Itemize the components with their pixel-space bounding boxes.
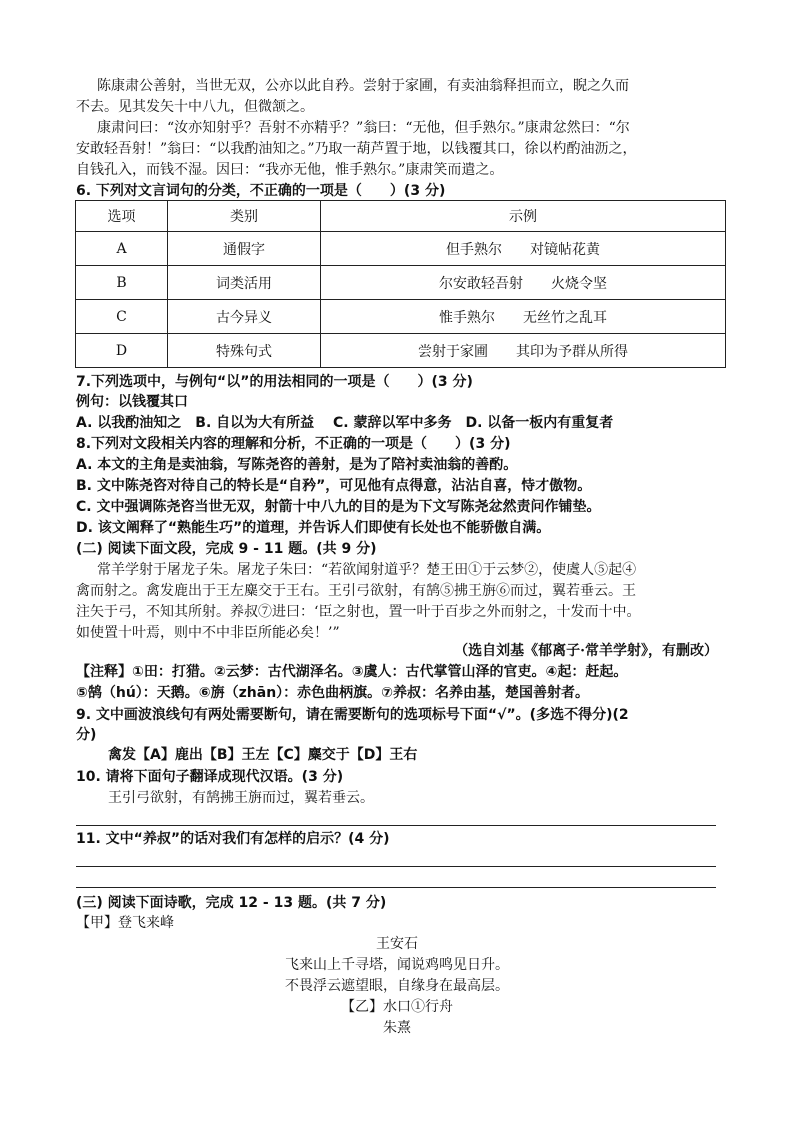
poem1-author: 王安石 <box>376 936 418 952</box>
question-6-stem: 6. 下列对文言词句的分类，不正确的一项是（ ）(3 分) <box>76 183 446 199</box>
passage1-line: 陈康肃公善射，当世无双，公亦以此自矜。尝射于家圃，有卖油翁释担而立，睨之久而 <box>97 78 629 94</box>
passage2-line: 常羊学射于屠龙子朱。屠龙子朱曰：“若欲闻射道乎？楚王田①于云梦②，使虞人⑤起④ <box>97 562 637 578</box>
table-cell: 词类活用 <box>168 266 321 300</box>
question-6-table <box>75 200 726 368</box>
passage2-source: （选自刘基《郁离子·常羊学射》，有删改） <box>454 643 718 659</box>
question-8-option-d: D. 该文阐释了“熟能生巧”的道理，并告诉人们即使有长处也不能骄傲自满。 <box>76 520 551 536</box>
table-cell: B <box>76 266 168 300</box>
table-cell: 通假字 <box>168 232 321 266</box>
passage2-line: 注矢于弓，不知其所射。养叔⑦进曰：‘臣之射也，置一叶于百步之外而射之，十发而十中。 <box>76 604 641 620</box>
table-header: 示例 <box>321 201 726 232</box>
table-cell: C <box>76 300 168 334</box>
answer-line <box>76 887 716 888</box>
table-cell: 惟手熟尔 无丝竹之乱耳 <box>321 300 726 334</box>
table-cell: 但手熟尔 对镜帖花黄 <box>321 232 726 266</box>
passage1-line: 自钱孔入，而钱不湿。因曰：“我亦无他，惟手熟尔。”康肃笑而遣之。 <box>76 162 504 178</box>
section-2-heading: (二) 阅读下面文段，完成 9 - 11 题。(共 9 分) <box>76 541 377 557</box>
table-header-row <box>76 201 726 232</box>
table-cell: A <box>76 232 168 266</box>
passage1-line: 安敢轻吾射！”翁曰：“以我酌油知之。”乃取一葫芦置于地，以钱覆其口，徐以杓酌油沥之， <box>76 141 637 157</box>
question-10-stem: 10. 请将下面句子翻译成现代汉语。(3 分) <box>76 769 344 785</box>
question-9-stem: 9. 文中画波浪线句有两处需要断句，请在需要断句的选项标号下面“√”。(多选不得分)(2 <box>76 707 629 723</box>
table-cell: D <box>76 334 168 368</box>
question-9-stem: 分) <box>76 727 97 743</box>
answer-line <box>76 866 716 867</box>
table-row <box>76 232 726 266</box>
poem1-line: 不畏浮云遮望眼，自缘身在最高层。 <box>285 978 509 994</box>
poem1-line: 飞来山上千寻塔，闻说鸡鸣见日升。 <box>285 957 509 973</box>
table-header: 类别 <box>168 201 321 232</box>
question-7-stem: 7.下列选项中，与例句“以”的用法相同的一项是（ ）(3 分) <box>76 374 473 390</box>
question-8-stem: 8.下列对文段相关内容的理解和分析，不正确的一项是（ ）(3 分) <box>76 436 511 452</box>
passage1-line: 康肃问曰：“汝亦知射乎？吾射不亦精乎？”翁曰：“无他，但手熟尔。”康肃忿然曰：“尔 <box>97 120 630 136</box>
passage2-notes: 【注释】①田：打猎。②云梦：古代湖泽名。③虞人：古代掌管山泽的官吏。④起：赶起。 <box>76 664 628 680</box>
question-10-sentence: 王引弓欲射，有鹄拂王旃而过，翼若垂云。 <box>108 790 374 806</box>
table-cell: 尝射于家圃 其印为予群从所得 <box>321 334 726 368</box>
poem2-title: 【乙】水口①行舟 <box>341 999 453 1015</box>
section-3-heading: (三) 阅读下面诗歌，完成 12 - 13 题。(共 7 分) <box>76 895 387 911</box>
question-11-stem: 11. 文中“养叔”的话对我们有怎样的启示？(4 分) <box>76 831 390 847</box>
table-row <box>76 300 726 334</box>
table-row <box>76 334 726 368</box>
question-8-option-a: A. 本文的主角是卖油翁，写陈尧咨的善射，是为了陪衬卖油翁的善酌。 <box>76 457 518 473</box>
question-8-option-c: C. 文中强调陈尧咨当世无双，射箭十中八九的目的是为下文写陈尧忿然责问作铺垫。 <box>76 499 601 515</box>
question-8-option-b: B. 文中陈尧咨对待自己的特长是“自矜”，可见他有点得意，沾沾自喜，恃才傲物。 <box>76 478 592 494</box>
table-cell: 尔安敢轻吾射 火烧令坚 <box>321 266 726 300</box>
table-header: 选项 <box>76 201 168 232</box>
answer-line <box>76 825 716 826</box>
table-row <box>76 266 726 300</box>
poem1-title: 【甲】登飞来峰 <box>76 915 174 931</box>
question-7-example: 例句：以钱覆其口 <box>76 394 188 410</box>
passage2-line: 如使置十叶焉，则中不中非臣所能必矣！’” <box>76 625 340 641</box>
question-9-sentence: 禽发【A】鹿出【B】王左【C】麋交于【D】王右 <box>108 747 418 763</box>
passage2-line: 禽而射之。禽发鹿出于王左麋交于王右。王引弓欲射，有鹄⑤拂王旃⑥而过，翼若垂云。王 <box>76 583 636 599</box>
table-cell: 古今异义 <box>168 300 321 334</box>
question-7-options: A. 以我酌油知之 B. 自以为大有所益 C. 蒙辞以军中多务 D. 以备一板内有重复者 <box>76 415 614 431</box>
table-cell: 特殊句式 <box>168 334 321 368</box>
passage2-notes: ⑤鹄（hú）：天鹅。⑥旃（zhān）：赤色曲柄旗。⑦养叔：名养由基，楚国善射者。 <box>76 685 590 701</box>
poem2-author: 朱熹 <box>383 1020 411 1036</box>
passage1-line: 不去。见其发矢十中八九，但微颔之。 <box>76 99 314 115</box>
